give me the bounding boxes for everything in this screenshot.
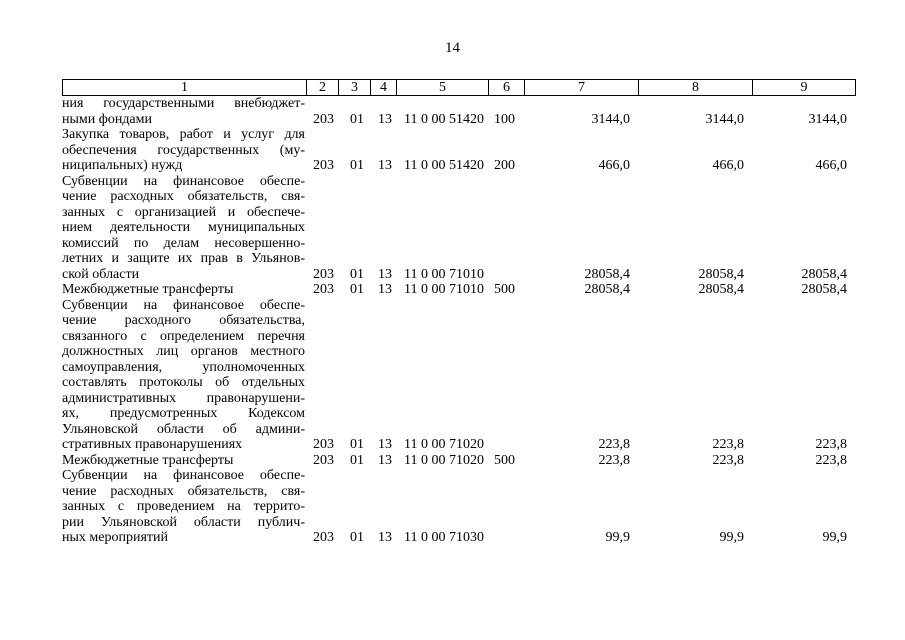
description-line: Ульяновской области об админи- xyxy=(62,421,305,437)
cell-c7: 3144,0 xyxy=(591,111,630,127)
cell-c3: 01 xyxy=(350,111,364,127)
cell-c4: 13 xyxy=(378,437,392,452)
description-line: самоуправления, уполномоченных xyxy=(62,359,305,375)
row-description xyxy=(62,282,305,298)
row-description xyxy=(62,298,305,453)
header-col-4: 4 xyxy=(371,80,397,96)
cell-c2: 203 xyxy=(313,530,334,545)
description-line: Межбюджетные трансферты xyxy=(62,282,234,297)
cell-c7: 466,0 xyxy=(598,158,630,173)
cell-c5: 11 0 00 71010 xyxy=(404,282,484,297)
table-row xyxy=(62,96,862,127)
cell-c8: 28058,4 xyxy=(698,282,744,297)
description-line: чение расходных обязательств, свя- xyxy=(62,189,305,204)
cell-c5: 11 0 00 51420 xyxy=(404,111,484,127)
cell-c5: 11 0 00 71020 xyxy=(404,437,484,452)
description-line: ния государственными внебюджет- xyxy=(62,96,305,111)
header-col-9: 9 xyxy=(753,80,856,96)
cell-c2: 203 xyxy=(313,437,334,452)
cell-c7: 28058,4 xyxy=(584,266,630,282)
description-line: летних и защите их прав в Ульянов- xyxy=(62,251,305,266)
row-description xyxy=(62,453,305,469)
cell-c4: 13 xyxy=(378,266,392,282)
description-line: Субвенции на финансовое обеспе- xyxy=(62,297,305,313)
table-row xyxy=(62,468,862,546)
description-line: стративных правонарушениях xyxy=(62,437,243,452)
cell-c6: 500 xyxy=(494,452,515,468)
cell-c8: 223,8 xyxy=(712,452,744,468)
cell-c9: 28058,4 xyxy=(801,282,847,297)
row-description xyxy=(62,468,305,546)
cell-c6: 200 xyxy=(494,158,515,173)
cell-c2: 203 xyxy=(313,266,334,282)
cell-c9: 99,9 xyxy=(822,530,847,545)
cell-c3: 01 xyxy=(350,437,364,452)
description-line: ниципальных) нужд xyxy=(62,158,183,173)
cell-c8: 3144,0 xyxy=(705,111,744,127)
cell-c9: 28058,4 xyxy=(801,266,847,282)
cell-c5: 11 0 00 71020 xyxy=(404,452,484,468)
cell-c4: 13 xyxy=(378,530,392,545)
cell-c4: 13 xyxy=(378,111,392,127)
description-line: чение расходных обязательств, свя- xyxy=(62,483,305,499)
cell-c9: 223,8 xyxy=(815,452,847,468)
header-col-1: 1 xyxy=(63,80,307,96)
cell-c3: 01 xyxy=(350,266,364,282)
cell-c3: 01 xyxy=(350,452,364,468)
table-row xyxy=(62,298,862,453)
table-row xyxy=(62,127,862,174)
table-row xyxy=(62,174,862,283)
header-col-3: 3 xyxy=(339,80,371,96)
cell-c4: 13 xyxy=(378,158,392,173)
table-row xyxy=(62,453,862,469)
description-line: административных правонарушени- xyxy=(62,390,305,406)
cell-c4: 13 xyxy=(378,452,392,468)
table-body xyxy=(62,96,862,546)
cell-c3: 01 xyxy=(350,282,364,297)
description-line: чение расходного обязательства, xyxy=(62,313,305,328)
cell-c6: 500 xyxy=(494,282,515,297)
description-line: комиссий по делам несовершенно- xyxy=(62,235,305,251)
cell-c2: 203 xyxy=(313,452,334,468)
row-description xyxy=(62,96,305,127)
header-col-7: 7 xyxy=(525,80,639,96)
cell-c4: 13 xyxy=(378,282,392,297)
cell-c7: 223,8 xyxy=(598,437,630,452)
cell-c7: 28058,4 xyxy=(584,282,630,297)
description-line: нием деятельности муниципальных xyxy=(62,220,305,235)
description-line: рии Ульяновской области публич- xyxy=(62,514,305,530)
description-line: Закупка товаров, работ и услуг для xyxy=(62,127,305,142)
header-col-6: 6 xyxy=(489,80,525,96)
cell-c2: 203 xyxy=(313,282,334,297)
description-line: ных мероприятий xyxy=(62,530,168,545)
cell-c2: 203 xyxy=(313,111,334,127)
description-line: обеспечения государственных (му- xyxy=(62,142,305,158)
cell-c5: 11 0 00 71010 xyxy=(404,266,484,282)
description-line: Межбюджетные трансферты xyxy=(62,452,234,468)
cell-c9: 223,8 xyxy=(815,437,847,452)
cell-c5: 11 0 00 71030 xyxy=(404,530,484,545)
description-line: занных с проведением на террито- xyxy=(62,499,305,514)
description-line: занных с организацией и обеспече- xyxy=(62,204,305,220)
cell-c9: 466,0 xyxy=(815,158,847,173)
header-col-5: 5 xyxy=(397,80,489,96)
cell-c6: 100 xyxy=(494,111,515,127)
cell-c8: 466,0 xyxy=(712,158,744,173)
description-line: связанного с определением перечня xyxy=(62,328,305,344)
cell-c7: 99,9 xyxy=(605,530,630,545)
cell-c3: 01 xyxy=(350,158,364,173)
cell-c3: 01 xyxy=(350,530,364,545)
cell-c9: 3144,0 xyxy=(808,111,847,127)
row-description xyxy=(62,174,305,283)
cell-c5: 11 0 00 51420 xyxy=(404,158,484,173)
description-line: ными фондами xyxy=(62,111,153,127)
description-line: должностных лиц органов местного xyxy=(62,344,305,359)
cell-c7: 223,8 xyxy=(598,452,630,468)
description-line: Субвенции на финансовое обеспе- xyxy=(62,173,305,189)
table-row xyxy=(62,282,862,298)
cell-c8: 99,9 xyxy=(719,530,744,545)
cell-c8: 28058,4 xyxy=(698,266,744,282)
description-line: ской области xyxy=(62,266,140,282)
header-col-8: 8 xyxy=(639,80,753,96)
description-line: Субвенции на финансовое обеспе- xyxy=(62,468,305,483)
description-line: ях, предусмотренных Кодексом xyxy=(62,406,305,421)
page-number: 14 xyxy=(445,40,460,56)
header-col-2: 2 xyxy=(307,80,339,96)
cell-c2: 203 xyxy=(313,158,334,173)
row-description xyxy=(62,127,305,174)
cell-c8: 223,8 xyxy=(712,437,744,452)
table-header xyxy=(62,79,856,96)
description-line: составлять протоколы об отдельных xyxy=(62,375,305,390)
